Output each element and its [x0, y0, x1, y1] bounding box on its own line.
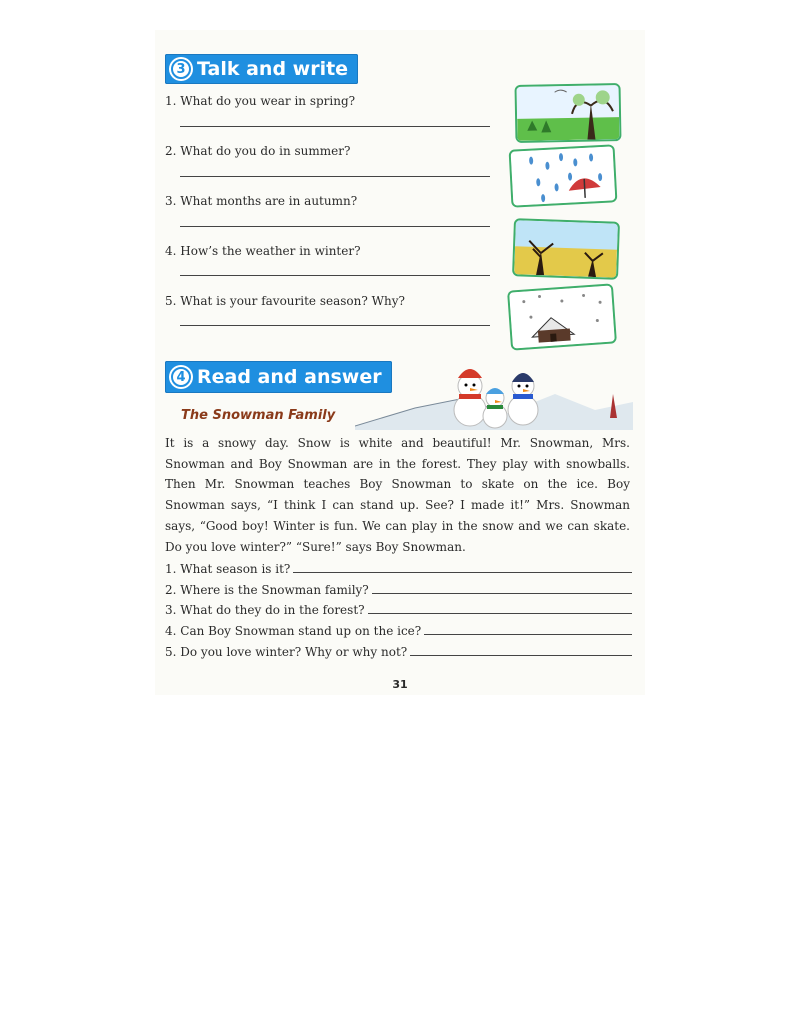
- talk-question-2: 2. What do you do in summer?: [165, 144, 351, 158]
- answer-line-5[interactable]: [180, 325, 490, 326]
- read-answer-line-3[interactable]: [368, 613, 632, 614]
- spring-picture: [515, 83, 622, 143]
- section-4-title: Read and answer: [197, 366, 382, 388]
- story-paragraph: It is a snowy day. Snow is white and beautiful! Mr. Snowman, Mrs. Snowman and Boy Snowman are in the forest. They play with snowballs. Then Mr. Snowman teaches Boy Snowman to skate on the ice. Boy Snowman says, “I think I can stand up. See? I made it!” Mrs. Snowman says, “Good boy! Winter is fun. We can play in the snow and we can skate. Do you love winter?” “Sure!” says Boy Snowman.: [165, 436, 630, 554]
- read-answer-line-4[interactable]: [424, 634, 632, 635]
- story-title: The Snowman Family: [181, 408, 336, 423]
- read-question-4: 4. Can Boy Snowman stand up on the ice?: [165, 624, 422, 638]
- section-3-header: [165, 54, 358, 84]
- answer-line-3[interactable]: [180, 226, 490, 227]
- talk-question-5: 5. What is your favourite season? Why?: [165, 294, 405, 308]
- summer-rain-picture: [509, 144, 618, 207]
- talk-question-4: 4. How’s the weather in winter?: [165, 244, 361, 258]
- answer-line-1[interactable]: [180, 126, 490, 127]
- answer-line-2[interactable]: [180, 176, 490, 177]
- read-question-1: 1. What season is it?: [165, 562, 291, 576]
- read-answer-line-1[interactable]: [293, 572, 632, 573]
- section-4-number: 4: [171, 367, 191, 387]
- read-question-4-row: [165, 624, 632, 638]
- read-question-5: 5. Do you love winter? Why or why not?: [165, 645, 408, 659]
- read-question-3-row: [165, 603, 632, 617]
- winter-picture: [507, 283, 617, 350]
- page-number: 31: [392, 678, 408, 691]
- section-3-title: Talk and write: [197, 58, 349, 80]
- read-question-1-row: [165, 562, 632, 576]
- answer-line-4[interactable]: [180, 275, 490, 276]
- talk-question-1: 1. What do you wear in spring?: [165, 94, 356, 108]
- read-question-2: 2. Where is the Snowman family?: [165, 583, 369, 597]
- read-question-3: 3. What do they do in the forest?: [165, 603, 365, 617]
- read-answer-line-2[interactable]: [372, 593, 632, 594]
- autumn-picture: [512, 218, 620, 280]
- workbook-page: [155, 30, 645, 695]
- section-3-number: 3: [171, 59, 191, 79]
- read-answer-line-5[interactable]: [410, 655, 632, 656]
- talk-question-3: 3. What months are in autumn?: [165, 194, 358, 208]
- snowman-family-illustration: [355, 358, 633, 430]
- read-question-5-row: [165, 645, 632, 659]
- read-question-2-row: [165, 583, 632, 597]
